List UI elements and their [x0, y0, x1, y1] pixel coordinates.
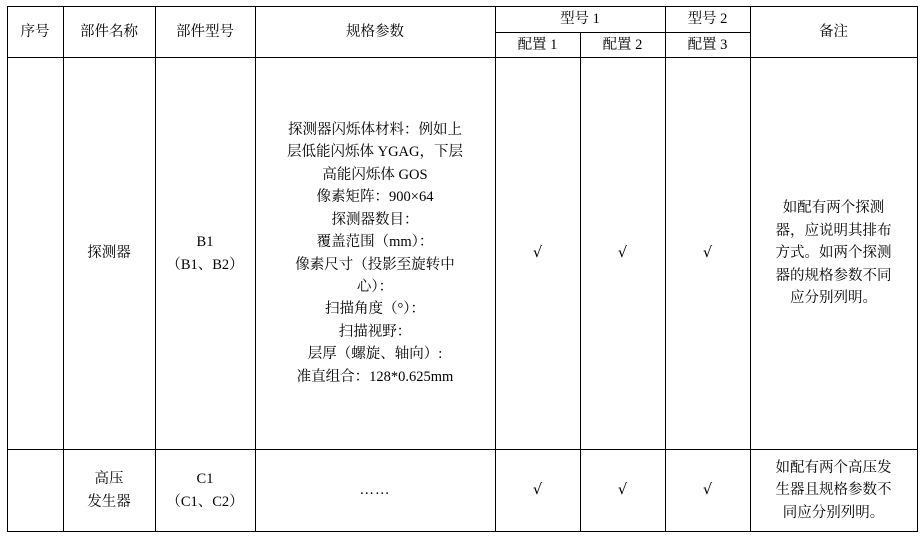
- header-config-3: 配置 3: [665, 33, 750, 58]
- header-part-name: 部件名称: [63, 7, 155, 58]
- row-2-part-model: [155, 450, 255, 532]
- row-1-spec-params: [255, 58, 495, 450]
- component-specification-table: [7, 6, 918, 532]
- remark-line: 方式。如两个探测: [775, 245, 892, 262]
- row-1-part-model-sub: （B1、B2）: [166, 256, 244, 273]
- remark-line: 如配有两个探测: [782, 200, 885, 217]
- table-header-row-1: [7, 7, 917, 33]
- row-2-part-model-sub: （C1、C2）: [166, 493, 244, 510]
- remark-line: 器的规格参数不同: [775, 267, 892, 284]
- row-2-part-name: [63, 450, 155, 532]
- spec-line: 像素尺寸（投影至旋转中: [295, 256, 455, 273]
- row-1-config-3-mark: √: [665, 58, 750, 450]
- table-row: [7, 450, 917, 532]
- spec-line: 探测器闪烁体材料：例如上: [288, 121, 462, 138]
- row-1-part-model-main: B1: [196, 234, 214, 251]
- row-1-part-model: [155, 58, 255, 450]
- row-1-part-name: 探测器: [63, 58, 155, 450]
- part-name-line: 发生器: [87, 493, 131, 510]
- spec-line: 覆盖范围（mm）：: [316, 234, 434, 251]
- spec-line: 心）：: [356, 278, 394, 295]
- row-1-remark: [750, 58, 917, 450]
- row-1-config-1-mark: √: [495, 58, 580, 450]
- part-name-line: 高压: [94, 471, 124, 488]
- spec-line: 扫描角度（°）：: [324, 301, 426, 318]
- spec-line: 探测器数目：: [331, 211, 419, 228]
- spec-line: 层厚（螺旋、轴向）:: [307, 346, 443, 363]
- row-2-seq: [7, 450, 63, 532]
- header-config-2: 配置 2: [580, 33, 665, 58]
- row-2-spec-params: [255, 450, 495, 532]
- header-config-1: 配置 1: [495, 33, 580, 58]
- row-1-config-2-mark: √: [580, 58, 665, 450]
- spec-line: ……: [359, 482, 391, 499]
- spec-line: 扫描视野：: [338, 323, 412, 340]
- header-remark: 备注: [750, 7, 917, 58]
- spec-line: 层低能闪烁体 YGAG，下层: [286, 144, 463, 161]
- spec-line: 准直组合：128*0.625mm: [296, 368, 454, 385]
- row-2-config-2-mark: √: [580, 450, 665, 532]
- spec-line: 像素矩阵：900×64: [316, 189, 434, 206]
- remark-line: 生器且规格参数不: [775, 482, 892, 499]
- header-seq: 序号: [7, 7, 63, 58]
- row-2-remark: [750, 450, 917, 532]
- remark-line: 器，应说明其排布: [775, 222, 892, 239]
- table-row: [7, 58, 917, 450]
- header-part-model: 部件型号: [155, 7, 255, 58]
- row-1-seq: [7, 58, 63, 450]
- header-model-group-2: 型号 2: [665, 7, 750, 33]
- spec-line: 高能闪烁体 GOS: [322, 166, 428, 183]
- row-2-config-1-mark: √: [495, 450, 580, 532]
- remark-line: 应分别列明。: [790, 290, 877, 307]
- header-model-group-1: 型号 1: [495, 7, 665, 33]
- header-spec-params: 规格参数: [255, 7, 495, 58]
- remark-line: 同应分别列明。: [782, 504, 885, 521]
- row-2-part-model-main: C1: [196, 471, 214, 488]
- row-2-config-3-mark: √: [665, 450, 750, 532]
- remark-line: 如配有两个高压发: [775, 459, 892, 476]
